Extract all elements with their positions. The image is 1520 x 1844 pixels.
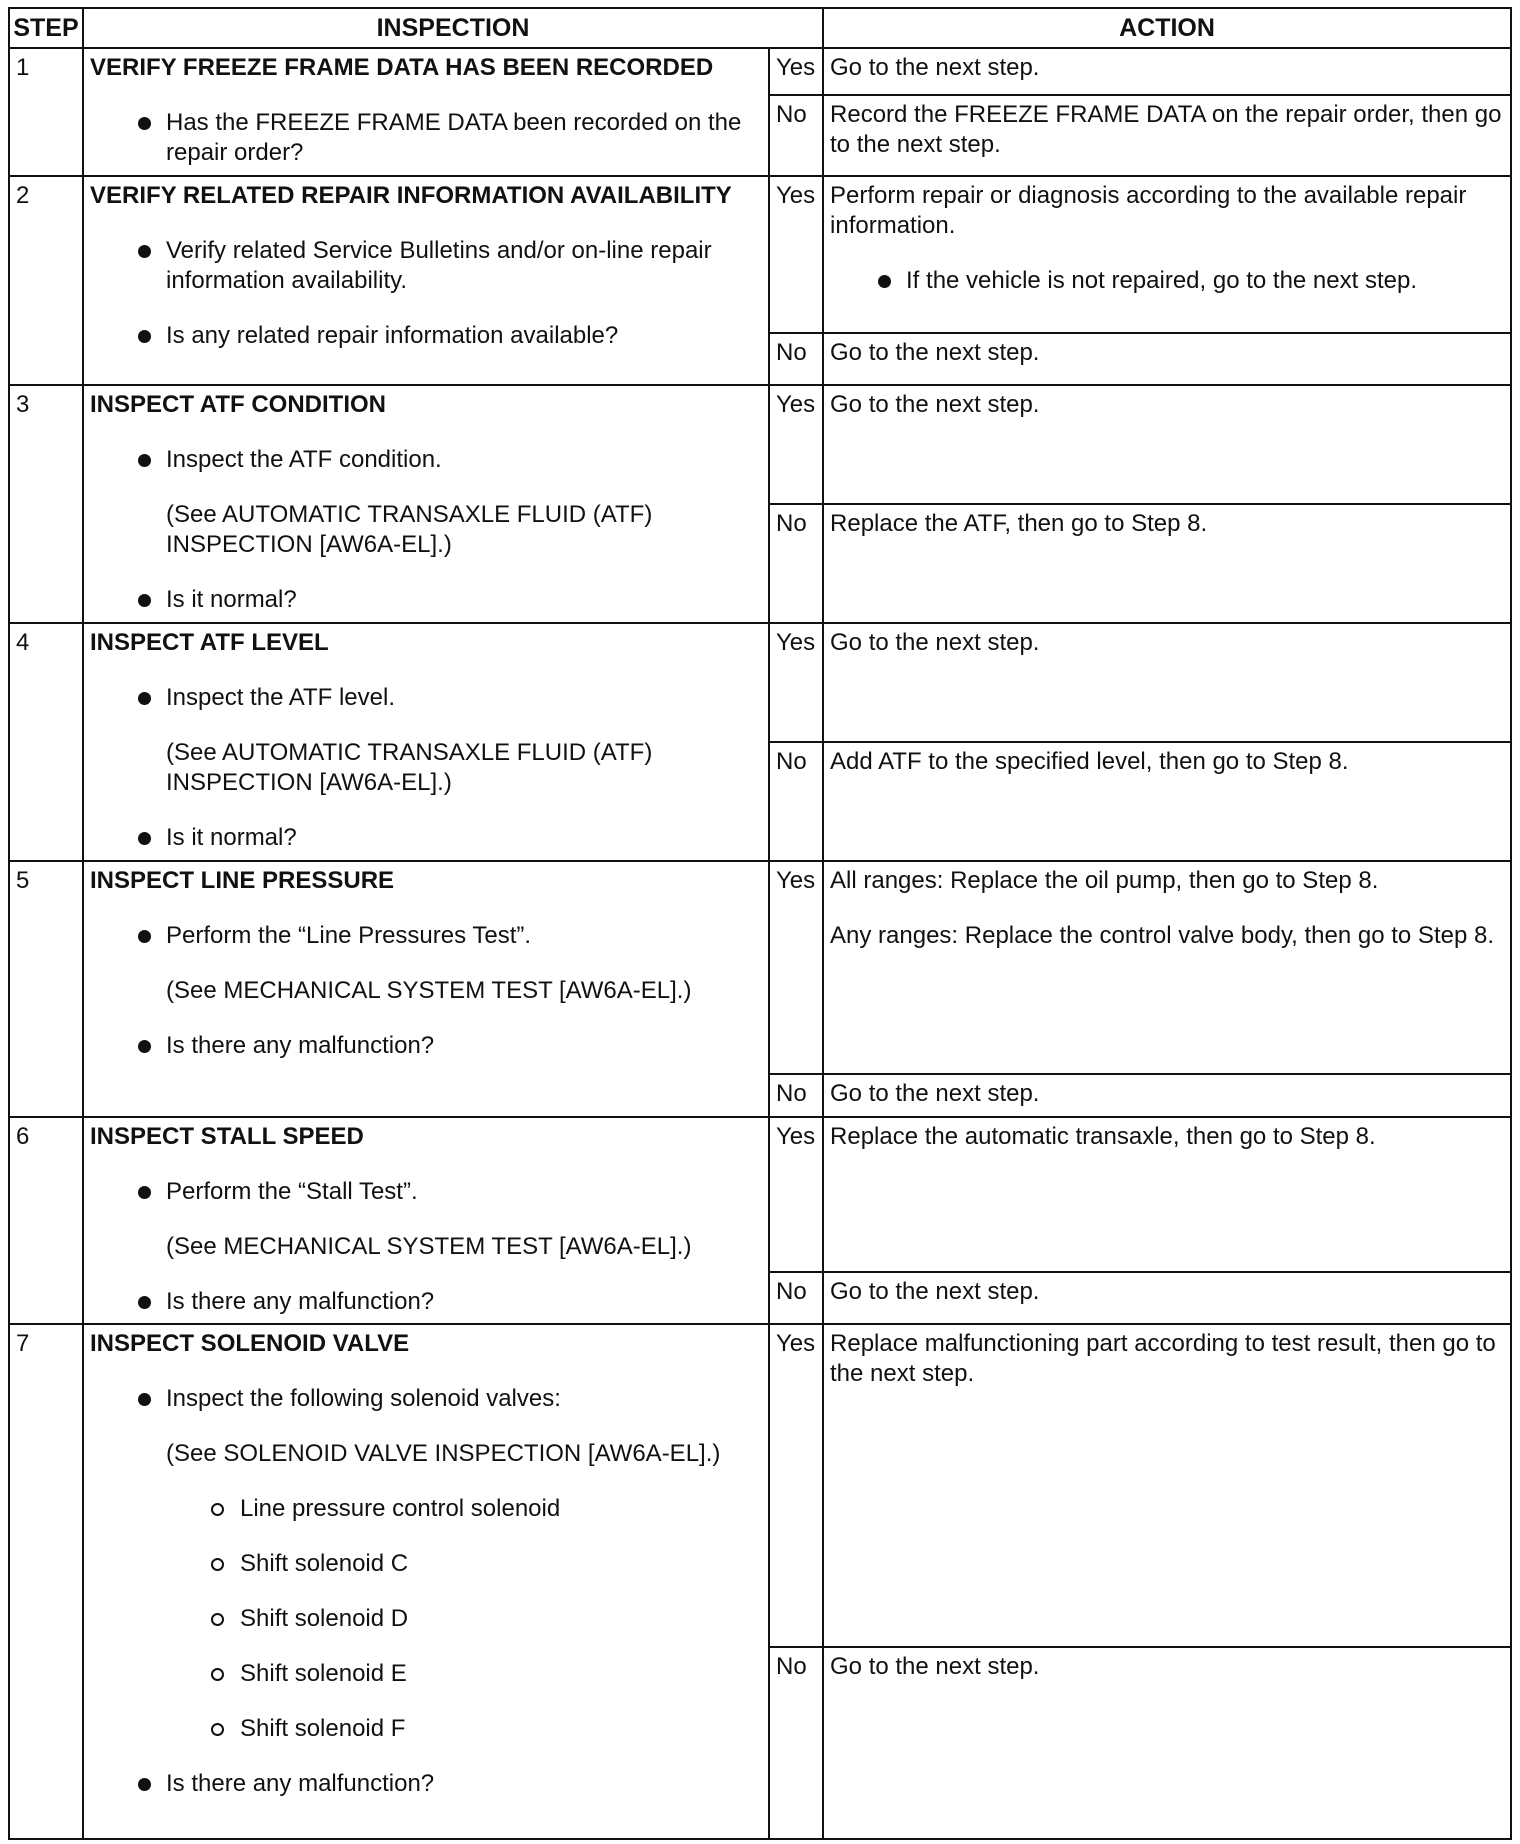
step-row [9,861,1511,1074]
procedure-body [9,48,1511,1839]
action-text: Go to the next step. [830,391,1040,418]
no-action-cell [823,742,1511,861]
step-row [9,385,1511,504]
yes-action-cell [823,1324,1511,1647]
yes-action-cell [823,385,1511,504]
header-step: STEP [9,8,83,48]
action-text: Go to the next step. [830,339,1040,366]
inspection-reference: (See SOLENOID VALVE INSPECTION [AW6A-EL].) [166,1440,721,1467]
no-action-cell [823,95,1511,176]
step-title: INSPECT ATF LEVEL [90,629,329,656]
action-text: Replace the automatic transaxle, then go to Step 8. [830,1123,1376,1150]
action-text: Replace malfunctioning part according to test result, then go to the next step. [830,1330,1496,1387]
inspection-bullet: Perform the “Stall Test”. [90,1177,762,1207]
action-text: All ranges: Replace the oil pump, then go to Step 8. [830,867,1379,894]
inspection-bullet: Inspect the ATF condition. [90,445,762,475]
step-number: 6 [9,1117,83,1324]
inspection-bullet: Verify related Service Bulletins and/or on-line repair information availability. [90,236,762,296]
diagnostic-procedure-table [8,7,1512,1840]
inspection-reference: (See MECHANICAL SYSTEM TEST [AW6A-EL].) [166,1233,692,1260]
action-text: Perform repair or diagnosis according to the available repair information. [830,182,1467,239]
no-label: No [769,504,823,623]
inspection-reference: (See AUTOMATIC TRANSAXLE FLUID (ATF) INSPECTION [AW6A-EL].) [166,739,653,796]
inspection-bullet: Perform the “Line Pressures Test”. [90,921,762,951]
step-title: VERIFY FREEZE FRAME DATA HAS BEEN RECORDED [90,54,714,81]
no-label: No [769,1074,823,1117]
step-row [9,176,1511,333]
step-row [9,48,1511,95]
inspection-cell [83,623,769,861]
action-text: Any ranges: Replace the control valve body, then go to Step 8. [830,922,1494,949]
action-text: Go to the next step. [830,629,1040,656]
yes-label: Yes [769,176,823,333]
inspection-bullet: Is it normal? [90,585,762,615]
no-label: No [769,333,823,385]
step-number: 7 [9,1324,83,1839]
step-title: INSPECT LINE PRESSURE [90,867,395,894]
inspection-subitem: Shift solenoid C [90,1549,762,1579]
yes-action-cell [823,48,1511,95]
inspection-bullet: Is there any malfunction? [90,1769,762,1799]
step-number: 2 [9,176,83,385]
yes-action-cell [823,861,1511,1074]
action-text: Record the FREEZE FRAME DATA on the repair order, then go to the next step. [830,101,1502,158]
step-row [9,1324,1511,1647]
inspection-subitem: Line pressure control solenoid [90,1494,762,1524]
inspection-bullet: Is there any malfunction? [90,1287,762,1317]
yes-action-cell [823,176,1511,333]
action-text: Go to the next step. [830,1653,1040,1680]
action-text: Add ATF to the specified level, then go to Step 8. [830,748,1349,775]
step-title: VERIFY RELATED REPAIR INFORMATION AVAILABILITY [90,182,732,209]
action-text: Replace the ATF, then go to Step 8. [830,510,1208,537]
no-label: No [769,95,823,176]
inspection-bullet: Is there any malfunction? [90,1031,762,1061]
action-text: Go to the next step. [830,54,1040,81]
inspection-cell [83,1117,769,1324]
table-header-row [9,8,1511,48]
step-number: 3 [9,385,83,623]
no-action-cell [823,504,1511,623]
no-label: No [769,742,823,861]
no-action-cell [823,1647,1511,1839]
inspection-bullet: Inspect the ATF level. [90,683,762,713]
yes-label: Yes [769,385,823,504]
step-number: 1 [9,48,83,176]
yes-label: Yes [769,48,823,95]
step-number: 5 [9,861,83,1117]
inspection-bullet: Inspect the following solenoid valves: [90,1384,762,1414]
step-title: INSPECT STALL SPEED [90,1123,364,1150]
no-label: No [769,1272,823,1324]
action-bullet: If the vehicle is not repaired, go to the next step. [830,266,1504,296]
inspection-bullet: Is it normal? [90,823,762,853]
action-text: Go to the next step. [830,1080,1040,1107]
yes-label: Yes [769,1117,823,1272]
step-title: INSPECT ATF CONDITION [90,391,386,418]
no-action-cell [823,1074,1511,1117]
header-inspection: INSPECTION [83,8,823,48]
yes-action-cell [823,623,1511,742]
action-text: Go to the next step. [830,1278,1040,1305]
inspection-subitem: Shift solenoid E [90,1659,762,1689]
inspection-cell [83,1324,769,1839]
no-label: No [769,1647,823,1839]
inspection-bullet: Is any related repair information available? [90,321,762,351]
step-number: 4 [9,623,83,861]
inspection-cell [83,861,769,1117]
yes-label: Yes [769,623,823,742]
no-action-cell [823,1272,1511,1324]
yes-action-cell [823,1117,1511,1272]
inspection-subitem: Shift solenoid F [90,1714,762,1744]
header-action: ACTION [823,8,1511,48]
inspection-subitem: Shift solenoid D [90,1604,762,1634]
step-title: INSPECT SOLENOID VALVE [90,1330,410,1357]
yes-label: Yes [769,1324,823,1647]
inspection-reference: (See AUTOMATIC TRANSAXLE FLUID (ATF) INSPECTION [AW6A-EL].) [166,501,653,558]
yes-label: Yes [769,861,823,1074]
step-row [9,623,1511,742]
inspection-bullet: Has the FREEZE FRAME DATA been recorded on the repair order? [90,108,762,168]
no-action-cell [823,333,1511,385]
inspection-reference: (See MECHANICAL SYSTEM TEST [AW6A-EL].) [166,977,692,1004]
inspection-cell [83,48,769,176]
inspection-cell [83,385,769,623]
inspection-cell [83,176,769,385]
step-row [9,1117,1511,1272]
